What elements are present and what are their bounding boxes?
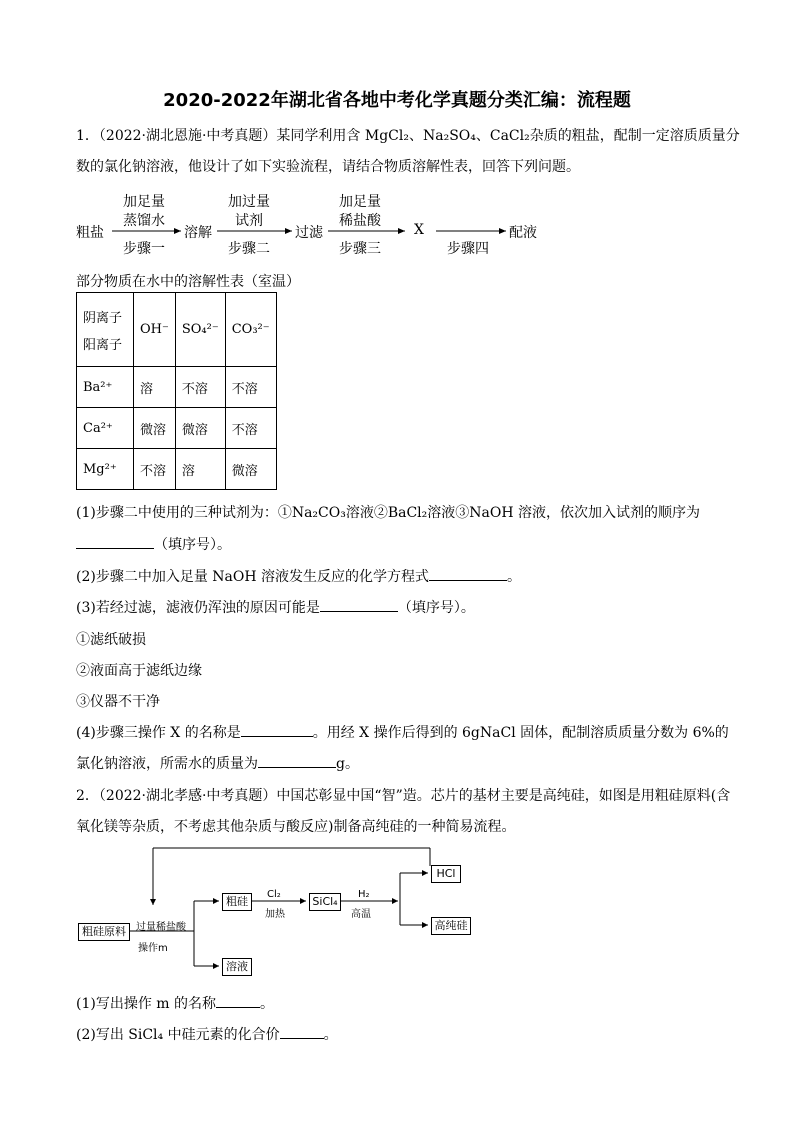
answer-blank[interactable]	[241, 722, 313, 737]
q2-part1-text: (1)写出操作 m 的名称	[76, 996, 217, 1012]
q1-flow-arrows	[0, 0, 794, 300]
flow-step-filter: 过滤	[295, 225, 323, 241]
flow-step-crude-salt: 粗盐	[76, 225, 104, 241]
solubility-cell: 微溶	[134, 408, 176, 449]
acid-label: 过量稀盐酸	[136, 922, 186, 933]
q1-part2	[76, 566, 521, 586]
pure-silicon-box: 高纯硅	[431, 917, 471, 935]
q1-part4-text-b: 。用经 X 操作后得到的 6gNaCl 固体，配制溶质质量分数为 6%的	[312, 725, 729, 741]
page-title: 2020-2022年湖北省各地中考化学真题分类汇编：流程题	[163, 90, 631, 111]
solubility-cell: 溶	[175, 449, 225, 490]
q2-intro-line2: 氧化镁等杂质，不考虑其他杂质与酸反应)制备高纯硅的一种简易流程。	[76, 819, 516, 835]
table-row	[77, 367, 277, 408]
arrow4-label-bottom: 步骤四	[447, 241, 489, 257]
q1-part2-end: 。	[507, 569, 522, 585]
q2-part2-text: (2)写出 SiCl₄ 中硅元素的化合价	[76, 1027, 280, 1043]
flow-step-prepare-solution: 配液	[509, 225, 537, 241]
q2-part2	[76, 1024, 338, 1044]
solubility-table-caption: 部分物质在水中的溶解性表（室温）	[76, 274, 300, 290]
table-row	[77, 449, 277, 490]
q1-intro-line1: 1．（2022·湖北恩施·中考真题）某同学利用含 MgCl₂、Na₂SO₄、CaCl₂杂质的粗盐，配制一定溶质质量分	[76, 128, 740, 144]
flow-step-x: X	[414, 222, 424, 238]
solubility-cell: 溶	[134, 367, 176, 408]
q1-part4-line1	[76, 722, 729, 742]
q1-part3-text: (3)若经过滤，滤液仍浑浊的原因可能是	[76, 600, 320, 616]
q1-part2-text: (2)步骤二中加入足量 NaOH 溶液发生反应的化学方程式	[76, 569, 430, 585]
answer-blank[interactable]	[280, 1024, 324, 1039]
cation-cell: Ba²⁺	[77, 367, 134, 408]
q1-part4-text-a: (4)步骤三操作 X 的名称是	[76, 725, 241, 741]
q1-part3	[76, 597, 475, 617]
arrow2-label-top2: 试剂	[235, 213, 263, 229]
solubility-cell: 不溶	[134, 449, 176, 490]
h2-label: H₂	[358, 889, 370, 900]
header-anion-co3: CO₃²⁻	[225, 293, 276, 367]
answer-blank[interactable]	[216, 993, 260, 1008]
q2-part1	[76, 993, 274, 1013]
solution-box: 溶液	[222, 958, 252, 976]
cation-cell: Ca²⁺	[77, 408, 134, 449]
q1-part4-text-d: g。	[336, 756, 359, 772]
answer-blank[interactable]	[76, 534, 154, 549]
q2-part2-end: 。	[323, 1027, 338, 1043]
header-anion-so4: SO₄²⁻	[175, 293, 225, 367]
hcl-box: HCl	[431, 865, 461, 883]
q2-flow-lines	[0, 830, 794, 990]
arrow1-label-top2: 蒸馏水	[123, 213, 165, 229]
arrow3-label-top2: 稀盐酸	[339, 213, 381, 229]
flow-step-dissolve: 溶解	[184, 225, 212, 241]
arrow1-label-bottom: 步骤一	[123, 241, 165, 257]
q1-part1-line2	[76, 534, 231, 554]
arrow2-label-bottom: 步骤二	[228, 241, 270, 257]
q1-part1-line1: (1)步骤二中使用的三种试剂为：①Na₂CO₃溶液②BaCl₂溶液③NaOH 溶液，依次加入试剂的顺序为	[76, 505, 701, 521]
arrow1-label-top1: 加足量	[123, 194, 165, 210]
heat-label: 加热	[265, 909, 285, 920]
crude-silicon-box: 粗硅	[222, 893, 252, 911]
table-row	[77, 408, 277, 449]
answer-blank[interactable]	[429, 566, 507, 581]
solubility-cell: 微溶	[175, 408, 225, 449]
arrow3-label-top1: 加足量	[339, 194, 381, 210]
header-anion-oh: OH⁻	[134, 293, 176, 367]
high-temp-label: 高温	[351, 909, 371, 920]
arrow2-label-top1: 加过量	[228, 194, 270, 210]
corner-anion-label: 阴离子	[83, 310, 123, 326]
q1-intro-line2: 数的氯化钠溶液，他设计了如下实验流程，请结合物质溶解性表，回答下列问题。	[76, 159, 580, 175]
q1-option1: ①滤纸破损	[76, 632, 146, 648]
q2-part1-end: 。	[260, 996, 275, 1012]
cation-cell: Mg²⁺	[77, 449, 134, 490]
raw-material-box: 粗硅原料	[78, 923, 130, 941]
sicl4-box: SiCl₄	[309, 893, 341, 911]
corner-cation-label: 阳离子	[83, 337, 123, 353]
operation-m-label: 操作m	[138, 943, 168, 954]
cl2-label: Cl₂	[267, 889, 281, 900]
solubility-cell: 不溶	[225, 408, 276, 449]
answer-blank[interactable]	[320, 597, 398, 612]
answer-blank[interactable]	[258, 753, 336, 768]
solubility-cell: 不溶	[225, 367, 276, 408]
q1-part3-hint: （填序号）。	[397, 600, 475, 616]
solubility-cell: 微溶	[225, 449, 276, 490]
solubility-table	[76, 292, 277, 490]
q1-option2: ②液面高于滤纸边缘	[76, 663, 202, 679]
q1-part1-hint: （填序号）。	[154, 537, 231, 553]
q1-part4-line2	[76, 753, 359, 773]
table-corner-cell	[77, 293, 134, 367]
arrow3-label-bottom: 步骤三	[339, 241, 381, 257]
q2-intro-line1: 2．（2022·湖北孝感·中考真题）中国芯彰显中国“智”造。芯片的基材主要是高纯硅，如图是用粗硅原料(含	[76, 788, 731, 804]
q1-option3: ③仪器不干净	[76, 694, 160, 710]
q1-part4-text-c: 氯化钠溶液，所需水的质量为	[76, 756, 258, 772]
solubility-cell: 不溶	[175, 367, 225, 408]
